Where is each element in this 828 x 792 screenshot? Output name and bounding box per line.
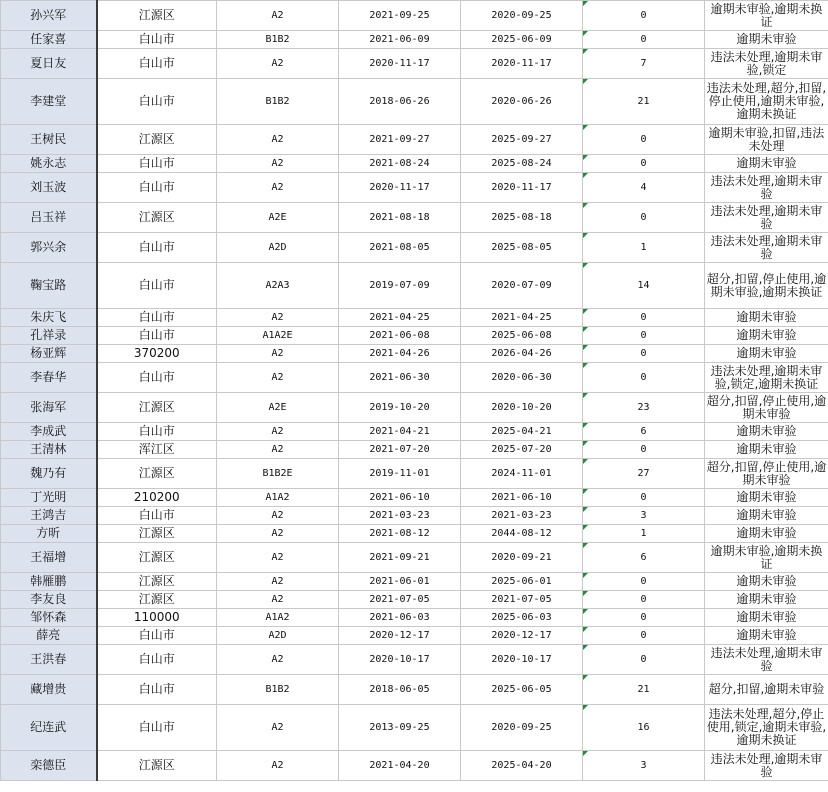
date-1-cell[interactable]: 2021-06-08 bbox=[339, 327, 461, 345]
region-cell[interactable]: 江源区 bbox=[97, 573, 217, 591]
count-cell[interactable]: 0 bbox=[583, 489, 705, 507]
table-row[interactable] bbox=[1, 393, 828, 423]
license-class-cell[interactable]: B1B2E bbox=[217, 459, 339, 489]
table-row[interactable] bbox=[1, 705, 828, 751]
name-cell[interactable]: 栾德臣 bbox=[1, 751, 97, 781]
license-class-cell[interactable]: B1B2 bbox=[217, 31, 339, 49]
count-cell[interactable]: 23 bbox=[583, 393, 705, 423]
license-class-cell[interactable]: A2 bbox=[217, 507, 339, 525]
name-cell[interactable]: 鞠宝路 bbox=[1, 263, 97, 309]
date-2-cell[interactable]: 2025-07-20 bbox=[461, 441, 583, 459]
date-2-cell[interactable]: 2021-03-23 bbox=[461, 507, 583, 525]
name-cell[interactable]: 王福增 bbox=[1, 543, 97, 573]
status-cell[interactable]: 逾期未审验 bbox=[705, 609, 828, 627]
license-class-cell[interactable]: A2 bbox=[217, 345, 339, 363]
status-cell[interactable]: 逾期未审验 bbox=[705, 573, 828, 591]
license-class-cell[interactable]: A1A2 bbox=[217, 489, 339, 507]
table-row[interactable] bbox=[1, 155, 828, 173]
name-cell[interactable]: 姚永志 bbox=[1, 155, 97, 173]
status-cell[interactable]: 超分,扣留,逾期未审验 bbox=[705, 675, 828, 705]
date-2-cell[interactable]: 2020-09-25 bbox=[461, 705, 583, 751]
table-row[interactable] bbox=[1, 263, 828, 309]
table-row[interactable] bbox=[1, 627, 828, 645]
license-class-cell[interactable]: A2 bbox=[217, 591, 339, 609]
status-cell[interactable]: 超分,扣留,停止使用,逾期未审验 bbox=[705, 393, 828, 423]
table-row[interactable] bbox=[1, 441, 828, 459]
name-cell[interactable]: 薛亮 bbox=[1, 627, 97, 645]
license-class-cell[interactable]: A2 bbox=[217, 645, 339, 675]
count-cell[interactable]: 0 bbox=[583, 363, 705, 393]
table-row[interactable] bbox=[1, 543, 828, 573]
name-cell[interactable]: 孔祥录 bbox=[1, 327, 97, 345]
region-cell[interactable]: 白山市 bbox=[97, 79, 217, 125]
table-row[interactable] bbox=[1, 345, 828, 363]
count-cell[interactable]: 0 bbox=[583, 573, 705, 591]
count-cell[interactable]: 0 bbox=[583, 125, 705, 155]
region-cell[interactable]: 白山市 bbox=[97, 49, 217, 79]
table-row[interactable] bbox=[1, 363, 828, 393]
count-cell[interactable]: 1 bbox=[583, 525, 705, 543]
count-cell[interactable]: 21 bbox=[583, 79, 705, 125]
table-row[interactable] bbox=[1, 203, 828, 233]
date-2-cell[interactable]: 2020-06-30 bbox=[461, 363, 583, 393]
date-1-cell[interactable]: 2019-10-20 bbox=[339, 393, 461, 423]
date-1-cell[interactable]: 2020-11-17 bbox=[339, 49, 461, 79]
table-row[interactable] bbox=[1, 79, 828, 125]
table-row[interactable] bbox=[1, 31, 828, 49]
name-cell[interactable]: 吕玉祥 bbox=[1, 203, 97, 233]
region-cell[interactable]: 白山市 bbox=[97, 705, 217, 751]
date-2-cell[interactable]: 2021-07-05 bbox=[461, 591, 583, 609]
count-cell[interactable]: 7 bbox=[583, 49, 705, 79]
status-cell[interactable]: 违法未处理,逾期未审验 bbox=[705, 233, 828, 263]
count-cell[interactable]: 14 bbox=[583, 263, 705, 309]
date-1-cell[interactable]: 2021-07-05 bbox=[339, 591, 461, 609]
region-cell[interactable]: 江源区 bbox=[97, 591, 217, 609]
date-2-cell[interactable]: 2044-08-12 bbox=[461, 525, 583, 543]
count-cell[interactable]: 3 bbox=[583, 507, 705, 525]
date-1-cell[interactable]: 2021-08-18 bbox=[339, 203, 461, 233]
status-cell[interactable]: 违法未处理,逾期未审验 bbox=[705, 645, 828, 675]
table-row[interactable] bbox=[1, 675, 828, 705]
count-cell[interactable]: 3 bbox=[583, 751, 705, 781]
status-cell[interactable]: 逾期未审验 bbox=[705, 441, 828, 459]
region-cell[interactable]: 白山市 bbox=[97, 233, 217, 263]
name-cell[interactable]: 孙兴军 bbox=[1, 1, 97, 31]
name-cell[interactable]: 魏乃有 bbox=[1, 459, 97, 489]
license-class-cell[interactable]: A2D bbox=[217, 233, 339, 263]
name-cell[interactable]: 刘玉波 bbox=[1, 173, 97, 203]
status-cell[interactable]: 逾期未审验,逾期未换证 bbox=[705, 1, 828, 31]
license-class-cell[interactable]: B1B2 bbox=[217, 79, 339, 125]
date-1-cell[interactable]: 2018-06-05 bbox=[339, 675, 461, 705]
count-cell[interactable]: 0 bbox=[583, 309, 705, 327]
region-cell[interactable]: 江源区 bbox=[97, 125, 217, 155]
region-cell[interactable]: 浑江区 bbox=[97, 441, 217, 459]
count-cell[interactable]: 0 bbox=[583, 441, 705, 459]
name-cell[interactable]: 王洪春 bbox=[1, 645, 97, 675]
region-cell[interactable]: 白山市 bbox=[97, 309, 217, 327]
license-class-cell[interactable]: B1B2 bbox=[217, 675, 339, 705]
license-class-cell[interactable]: A2 bbox=[217, 543, 339, 573]
date-2-cell[interactable]: 2020-11-17 bbox=[461, 49, 583, 79]
license-class-cell[interactable]: A1A2 bbox=[217, 609, 339, 627]
status-cell[interactable]: 违法未处理,逾期未审验 bbox=[705, 173, 828, 203]
date-1-cell[interactable]: 2019-11-01 bbox=[339, 459, 461, 489]
region-cell[interactable]: 江源区 bbox=[97, 203, 217, 233]
table-row[interactable] bbox=[1, 233, 828, 263]
table-row[interactable] bbox=[1, 489, 828, 507]
date-2-cell[interactable]: 2025-06-08 bbox=[461, 327, 583, 345]
date-2-cell[interactable]: 2025-06-01 bbox=[461, 573, 583, 591]
region-cell[interactable]: 白山市 bbox=[97, 327, 217, 345]
date-2-cell[interactable]: 2021-06-10 bbox=[461, 489, 583, 507]
name-cell[interactable]: 李春华 bbox=[1, 363, 97, 393]
region-cell[interactable]: 白山市 bbox=[97, 173, 217, 203]
table-row[interactable] bbox=[1, 591, 828, 609]
region-cell[interactable]: 江源区 bbox=[97, 459, 217, 489]
count-cell[interactable]: 6 bbox=[583, 423, 705, 441]
status-cell[interactable]: 逾期未审验 bbox=[705, 627, 828, 645]
date-1-cell[interactable]: 2021-08-12 bbox=[339, 525, 461, 543]
count-cell[interactable]: 0 bbox=[583, 31, 705, 49]
date-1-cell[interactable]: 2021-06-10 bbox=[339, 489, 461, 507]
count-cell[interactable]: 1 bbox=[583, 233, 705, 263]
name-cell[interactable]: 韩雁鹏 bbox=[1, 573, 97, 591]
count-cell[interactable]: 21 bbox=[583, 675, 705, 705]
date-1-cell[interactable]: 2021-08-05 bbox=[339, 233, 461, 263]
name-cell[interactable]: 李成武 bbox=[1, 423, 97, 441]
status-cell[interactable]: 违法未处理,逾期未审验,锁定 bbox=[705, 49, 828, 79]
date-2-cell[interactable]: 2025-08-05 bbox=[461, 233, 583, 263]
license-class-cell[interactable]: A2 bbox=[217, 525, 339, 543]
date-1-cell[interactable]: 2021-06-01 bbox=[339, 573, 461, 591]
region-cell[interactable]: 白山市 bbox=[97, 155, 217, 173]
date-2-cell[interactable]: 2024-11-01 bbox=[461, 459, 583, 489]
region-cell[interactable]: 210200 bbox=[97, 489, 217, 507]
license-class-cell[interactable]: A2 bbox=[217, 49, 339, 79]
table-row[interactable] bbox=[1, 573, 828, 591]
status-cell[interactable]: 逾期未审验 bbox=[705, 31, 828, 49]
name-cell[interactable]: 郭兴余 bbox=[1, 233, 97, 263]
date-2-cell[interactable]: 2025-08-18 bbox=[461, 203, 583, 233]
region-cell[interactable]: 370200 bbox=[97, 345, 217, 363]
license-class-cell[interactable]: A2E bbox=[217, 203, 339, 233]
name-cell[interactable]: 王清林 bbox=[1, 441, 97, 459]
region-cell[interactable]: 江源区 bbox=[97, 393, 217, 423]
name-cell[interactable]: 丁光明 bbox=[1, 489, 97, 507]
count-cell[interactable]: 0 bbox=[583, 155, 705, 173]
table-row[interactable] bbox=[1, 645, 828, 675]
date-1-cell[interactable]: 2021-07-20 bbox=[339, 441, 461, 459]
region-cell[interactable]: 白山市 bbox=[97, 507, 217, 525]
date-2-cell[interactable]: 2026-04-26 bbox=[461, 345, 583, 363]
status-cell[interactable]: 逾期未审验 bbox=[705, 507, 828, 525]
license-class-cell[interactable]: A2 bbox=[217, 125, 339, 155]
status-cell[interactable]: 超分,扣留,停止使用,逾期未审验 bbox=[705, 459, 828, 489]
count-cell[interactable]: 0 bbox=[583, 609, 705, 627]
license-class-cell[interactable]: A2E bbox=[217, 393, 339, 423]
count-cell[interactable]: 0 bbox=[583, 1, 705, 31]
date-1-cell[interactable]: 2021-09-27 bbox=[339, 125, 461, 155]
table-row[interactable] bbox=[1, 609, 828, 627]
count-cell[interactable]: 0 bbox=[583, 627, 705, 645]
count-cell[interactable]: 16 bbox=[583, 705, 705, 751]
date-2-cell[interactable]: 2020-11-17 bbox=[461, 173, 583, 203]
date-2-cell[interactable]: 2020-07-09 bbox=[461, 263, 583, 309]
date-1-cell[interactable]: 2021-06-09 bbox=[339, 31, 461, 49]
table-row[interactable] bbox=[1, 507, 828, 525]
date-2-cell[interactable]: 2025-08-24 bbox=[461, 155, 583, 173]
table-row[interactable] bbox=[1, 423, 828, 441]
date-1-cell[interactable]: 2020-10-17 bbox=[339, 645, 461, 675]
license-class-cell[interactable]: A2 bbox=[217, 173, 339, 203]
date-2-cell[interactable]: 2025-06-05 bbox=[461, 675, 583, 705]
license-class-cell[interactable]: A2A3 bbox=[217, 263, 339, 309]
name-cell[interactable]: 张海军 bbox=[1, 393, 97, 423]
region-cell[interactable]: 110000 bbox=[97, 609, 217, 627]
table-row[interactable] bbox=[1, 49, 828, 79]
license-class-cell[interactable]: A2 bbox=[217, 573, 339, 591]
license-class-cell[interactable]: A2 bbox=[217, 751, 339, 781]
table-row[interactable] bbox=[1, 751, 828, 781]
license-class-cell[interactable]: A1A2E bbox=[217, 327, 339, 345]
status-cell[interactable]: 违法未处理,超分,扣留,停止使用,逾期未审验,逾期未换证 bbox=[705, 79, 828, 125]
count-cell[interactable]: 0 bbox=[583, 645, 705, 675]
status-cell[interactable]: 违法未处理,超分,停止使用,锁定,逾期未审验,逾期未换证 bbox=[705, 705, 828, 751]
date-1-cell[interactable]: 2021-06-03 bbox=[339, 609, 461, 627]
count-cell[interactable]: 4 bbox=[583, 173, 705, 203]
name-cell[interactable]: 李建堂 bbox=[1, 79, 97, 125]
region-cell[interactable]: 白山市 bbox=[97, 363, 217, 393]
date-2-cell[interactable]: 2025-06-09 bbox=[461, 31, 583, 49]
date-1-cell[interactable]: 2021-04-20 bbox=[339, 751, 461, 781]
status-cell[interactable]: 逾期未审验 bbox=[705, 591, 828, 609]
date-1-cell[interactable]: 2019-07-09 bbox=[339, 263, 461, 309]
date-1-cell[interactable]: 2021-04-26 bbox=[339, 345, 461, 363]
count-cell[interactable]: 0 bbox=[583, 327, 705, 345]
date-2-cell[interactable]: 2020-10-20 bbox=[461, 393, 583, 423]
name-cell[interactable]: 纪连武 bbox=[1, 705, 97, 751]
name-cell[interactable]: 杨亚辉 bbox=[1, 345, 97, 363]
table-row[interactable] bbox=[1, 173, 828, 203]
status-cell[interactable]: 超分,扣留,停止使用,逾期未审验,逾期未换证 bbox=[705, 263, 828, 309]
table-body bbox=[1, 1, 828, 781]
date-1-cell[interactable]: 2021-03-23 bbox=[339, 507, 461, 525]
region-cell[interactable]: 白山市 bbox=[97, 627, 217, 645]
date-1-cell[interactable]: 2013-09-25 bbox=[339, 705, 461, 751]
license-class-cell[interactable]: A2 bbox=[217, 705, 339, 751]
date-2-cell[interactable]: 2020-09-21 bbox=[461, 543, 583, 573]
license-class-cell[interactable]: A2 bbox=[217, 441, 339, 459]
name-cell[interactable]: 朱庆飞 bbox=[1, 309, 97, 327]
region-cell[interactable]: 白山市 bbox=[97, 645, 217, 675]
count-cell[interactable]: 0 bbox=[583, 203, 705, 233]
name-cell[interactable]: 王鸿吉 bbox=[1, 507, 97, 525]
status-cell[interactable]: 逾期未审验,扣留,违法未处理 bbox=[705, 125, 828, 155]
date-1-cell[interactable]: 2020-11-17 bbox=[339, 173, 461, 203]
count-cell[interactable]: 6 bbox=[583, 543, 705, 573]
count-cell[interactable]: 27 bbox=[583, 459, 705, 489]
date-1-cell[interactable]: 2020-12-17 bbox=[339, 627, 461, 645]
region-cell[interactable]: 白山市 bbox=[97, 263, 217, 309]
license-class-cell[interactable]: A2 bbox=[217, 423, 339, 441]
table-row[interactable] bbox=[1, 309, 828, 327]
date-1-cell[interactable]: 2018-06-26 bbox=[339, 79, 461, 125]
status-cell[interactable]: 逾期未审验 bbox=[705, 309, 828, 327]
name-cell[interactable]: 邹怀森 bbox=[1, 609, 97, 627]
status-cell[interactable]: 违法未处理,逾期未审验,锁定,逾期未换证 bbox=[705, 363, 828, 393]
date-2-cell[interactable]: 2020-09-25 bbox=[461, 1, 583, 31]
status-cell[interactable]: 逾期未审验 bbox=[705, 345, 828, 363]
status-cell[interactable]: 逾期未审验,逾期未换证 bbox=[705, 543, 828, 573]
license-class-cell[interactable]: A2 bbox=[217, 309, 339, 327]
count-cell[interactable]: 0 bbox=[583, 345, 705, 363]
date-2-cell[interactable]: 2025-06-03 bbox=[461, 609, 583, 627]
date-1-cell[interactable]: 2021-09-25 bbox=[339, 1, 461, 31]
region-cell[interactable]: 江源区 bbox=[97, 1, 217, 31]
name-cell[interactable]: 方昕 bbox=[1, 525, 97, 543]
name-cell[interactable]: 夏日友 bbox=[1, 49, 97, 79]
license-class-cell[interactable]: A2 bbox=[217, 155, 339, 173]
date-2-cell[interactable]: 2021-04-25 bbox=[461, 309, 583, 327]
date-2-cell[interactable]: 2025-09-27 bbox=[461, 125, 583, 155]
license-class-cell[interactable]: A2D bbox=[217, 627, 339, 645]
name-cell[interactable]: 藏增贵 bbox=[1, 675, 97, 705]
date-1-cell[interactable]: 2021-04-21 bbox=[339, 423, 461, 441]
status-cell[interactable]: 逾期未审验 bbox=[705, 327, 828, 345]
date-2-cell[interactable]: 2025-04-20 bbox=[461, 751, 583, 781]
table-row[interactable] bbox=[1, 327, 828, 345]
table-row[interactable] bbox=[1, 459, 828, 489]
date-1-cell[interactable]: 2021-08-24 bbox=[339, 155, 461, 173]
status-cell[interactable]: 逾期未审验 bbox=[705, 155, 828, 173]
status-cell[interactable]: 逾期未审验 bbox=[705, 525, 828, 543]
status-cell[interactable]: 违法未处理,逾期未审验 bbox=[705, 751, 828, 781]
region-cell[interactable]: 江源区 bbox=[97, 525, 217, 543]
license-class-cell[interactable]: A2 bbox=[217, 363, 339, 393]
date-1-cell[interactable]: 2021-09-21 bbox=[339, 543, 461, 573]
date-2-cell[interactable]: 2020-06-26 bbox=[461, 79, 583, 125]
name-cell[interactable]: 王树民 bbox=[1, 125, 97, 155]
status-cell[interactable]: 违法未处理,逾期未审验 bbox=[705, 203, 828, 233]
date-2-cell[interactable]: 2025-04-21 bbox=[461, 423, 583, 441]
date-2-cell[interactable]: 2020-10-17 bbox=[461, 645, 583, 675]
region-cell[interactable]: 江源区 bbox=[97, 751, 217, 781]
region-cell[interactable]: 白山市 bbox=[97, 31, 217, 49]
table-row[interactable] bbox=[1, 525, 828, 543]
name-cell[interactable]: 任家喜 bbox=[1, 31, 97, 49]
license-class-cell[interactable]: A2 bbox=[217, 1, 339, 31]
date-2-cell[interactable]: 2020-12-17 bbox=[461, 627, 583, 645]
region-cell[interactable]: 白山市 bbox=[97, 675, 217, 705]
region-cell[interactable]: 白山市 bbox=[97, 423, 217, 441]
date-1-cell[interactable]: 2021-04-25 bbox=[339, 309, 461, 327]
count-cell[interactable]: 0 bbox=[583, 591, 705, 609]
name-cell[interactable]: 李友良 bbox=[1, 591, 97, 609]
status-cell[interactable]: 逾期未审验 bbox=[705, 489, 828, 507]
region-cell[interactable]: 江源区 bbox=[97, 543, 217, 573]
table-row[interactable] bbox=[1, 125, 828, 155]
status-cell[interactable]: 逾期未审验 bbox=[705, 423, 828, 441]
table-row[interactable] bbox=[1, 1, 828, 31]
date-1-cell[interactable]: 2021-06-30 bbox=[339, 363, 461, 393]
